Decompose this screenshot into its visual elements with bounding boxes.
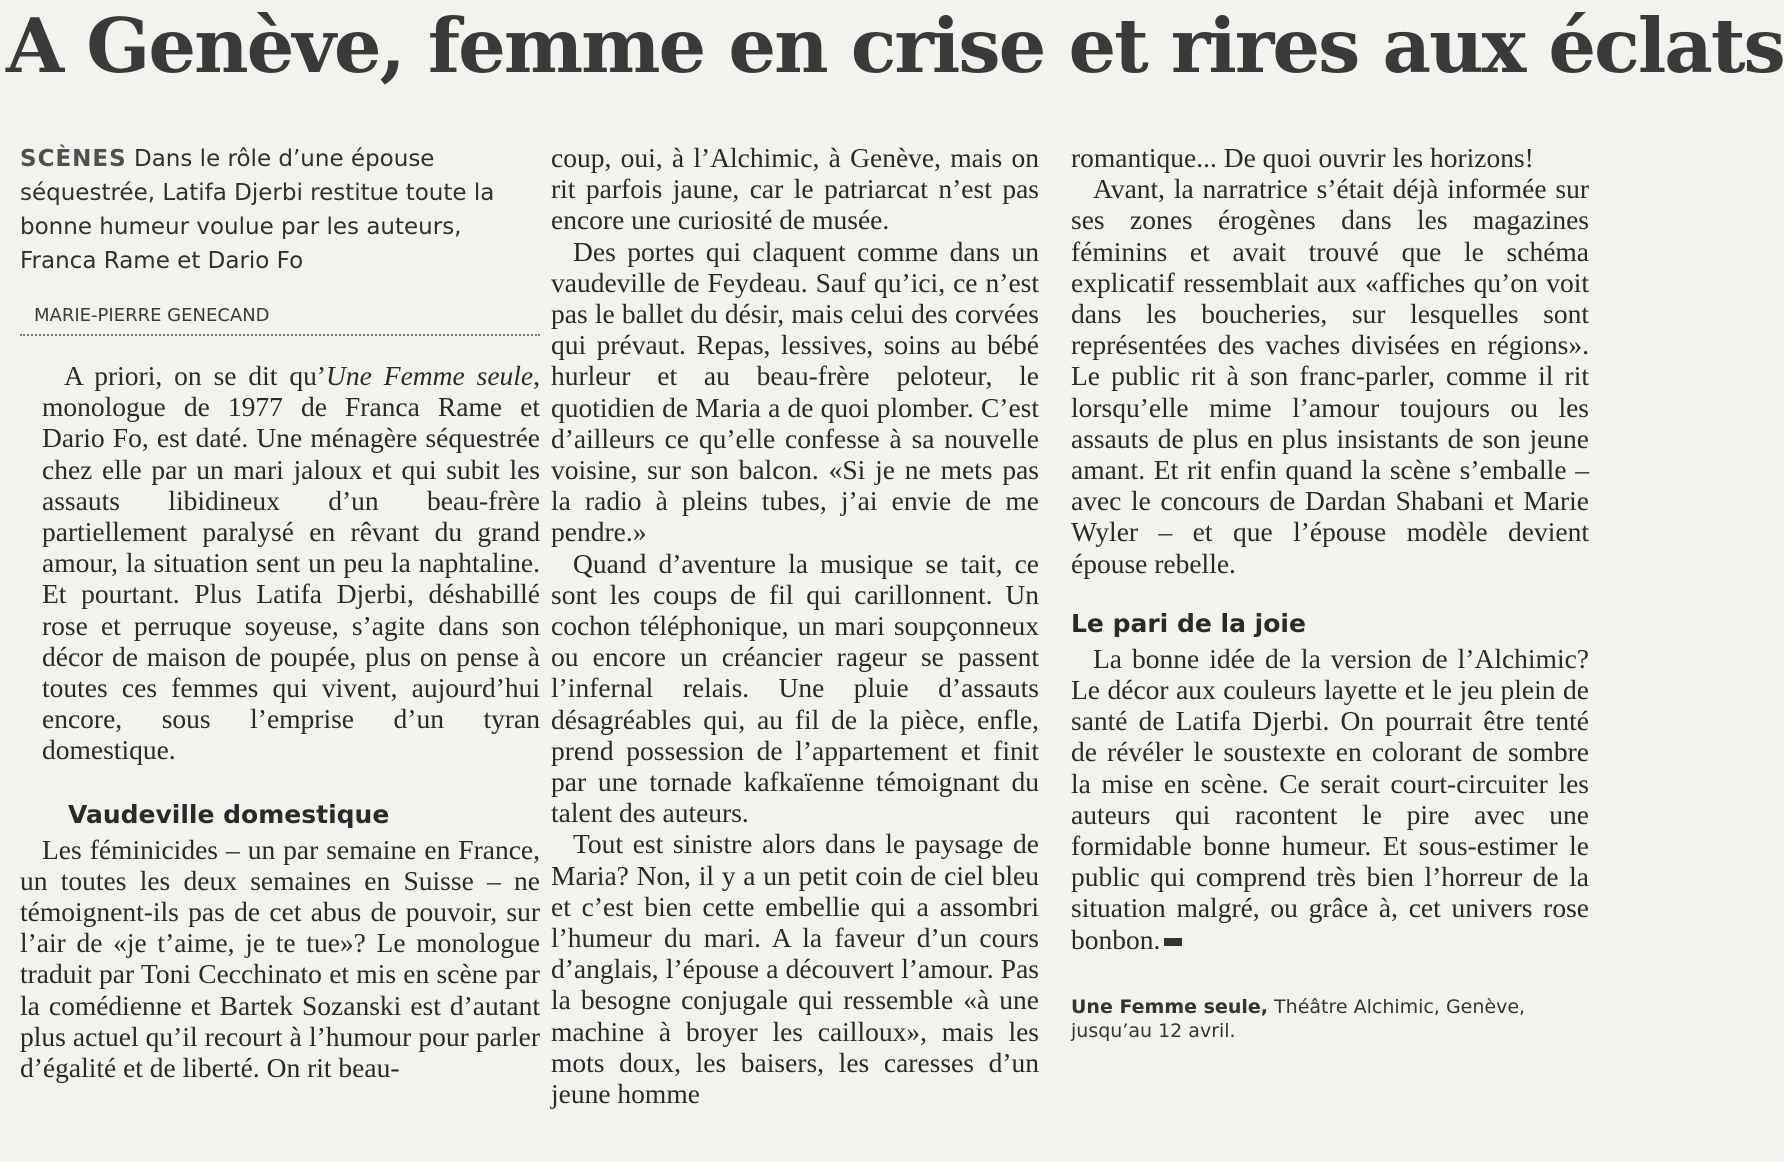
body-paragraph xyxy=(1071,643,1589,955)
body-paragraph: romantique... De quoi ouvrir les horizons! xyxy=(1071,142,1534,173)
column-2 xyxy=(551,142,1039,1109)
lead-paragraph xyxy=(20,142,540,278)
byline: MARIE-PIERRE GENECAND xyxy=(20,298,540,336)
body-text: , monologue de 1977 de Franca Rame et Dario Fo, est daté. Une ménagère séquestrée chez elle par un mari jaloux et qui subit les assauts libidineux d’un beau-frère partiellement paralysé en rêvant du grand amour, la situation sent un peu la naphtaline. Et pourtant. Plus Latifa Djerbi, déshabillé rose et perruque soyeuse, s’agite dans son décor de maison de poupée, plus on pense à toutes ces femmes qui vivent, aujourd’hui encore, sous l’emprise d’un tyran domestique. xyxy=(42,360,540,766)
subhead-pari: Le pari de la joie xyxy=(1071,608,1306,638)
subhead-vaudeville: Vaudeville domestique xyxy=(68,799,390,829)
show-info xyxy=(1071,995,1589,1043)
end-mark xyxy=(1164,938,1182,946)
section-kicker: SCÈNES xyxy=(20,146,127,172)
body-paragraph: coup, oui, à l’Alchimic, à Genève, mais on rit parfois jaune, car le patriarcat n’est pas encore une curiosité de musée. xyxy=(551,142,1039,236)
body-paragraph xyxy=(20,360,540,766)
body-text: La bonne idée de la version de l’Alchimic? Le décor aux couleurs layette et le jeu plein de santé de Latifa Djerbi. On pourrait être tenté de révéler le soustexte en colorant de sombre la mise en scène. Ce serait court-circuiter les auteurs qui racontent le pire avec une formidable bonne humeur. Et sous-estimer le public qui comprend très bien l’horreur de la situation malgré, ou grâce à, cet univers rose bonbon. xyxy=(1071,642,1589,955)
headline: A Genève, femme en crise et rires aux éclats xyxy=(6,2,1784,90)
work-title: Une Femme seule xyxy=(326,360,534,391)
body-paragraph: Les féminicides – un par semaine en France, un toutes les deux semaines en Suisse – ne témoignent-ils pas de cet abus de pouvoir, sur l’air de «je t’aime, je te tue»? Le monologue traduit par Toni Cecchinato et mis en scène par la comédienne et Bartek Sozanski est d’autant plus actuel qu’il recourt à l’humour pour parler d’égalité et de liberté. On rit beau- xyxy=(20,833,540,1084)
body-paragraph: Quand d’aventure la musique se tait, ce sont les coups de fil qui carillonnent. Un cochon téléphonique, un mari soupçonneux ou encore un créancier rageur se passent l’infernal relais. Une pluie d’assauts désagréables qui, au fil de la pièce, enfle, prend possession de l’appartement et finit par une tornade kafkaïenne témoignant du talent des auteurs. xyxy=(551,547,1039,829)
column-3 xyxy=(1071,142,1589,1043)
body-paragraph: Tout est sinistre alors dans le paysage de Maria? Non, il y a un petit coin de ciel bleu et c’est bien cette embellie qui a assombri l’humeur du mari. A la faveur d’un cours d’anglais, l’épouse a découvert l’amour. Pas la besogne conjugale qui ressemble «à une machine à broyer les cailloux», mais les mots doux, les baisers, les caresses d’un jeune homme xyxy=(551,828,1039,1110)
body-paragraph: Avant, la narratrice s’était déjà informée sur ses zones érogènes dans les magazines féminins et avait trouvé que le schéma explicatif ressemblait aux «affiches qu’on voit dans les boucheries, sur lesquelles sont représentées des vaches divisées en régions». Le public rit à son franc-parler, comme il rit lorsqu’elle mime l’amour toujours ou les assauts de plus en plus insistants de son jeune amant. Et rit enfin quand la scène s’emballe – avec le concours de Dardan Shabani et Marie Wyler – et que l’épouse modèle devient épouse rebelle. xyxy=(1071,173,1589,579)
show-title: Une Femme seule, xyxy=(1071,995,1268,1018)
body-paragraph: Des portes qui claquent comme dans un vaudeville de Feydeau. Sauf qu’ici, ce n’est pas le ballet du désir, mais celui des corvées qui prévaut. Repas, lessives, soins au bébé hurleur et au beau-frère peloteur, le quotidien de Maria a de quoi plomber. C’est d’ailleurs ce qu’elle confesse à sa nouvelle voisine, sur son balcon. «Si je ne mets pas la radio à pleins tubes, j’ai envie de me pendre.» xyxy=(551,235,1039,548)
lead-text: Dans le rôle d’une épouse séquestrée, Latifa Djerbi restitue toute la bonne humeur voulue par les auteurs, Franca Rame et Dario Fo xyxy=(20,146,495,274)
column-1 xyxy=(20,142,540,1083)
body-text: A priori, on se dit qu’ xyxy=(64,360,327,391)
show-details: Théâtre Alchimic, Genève, jusqu’au 12 avril. xyxy=(1071,995,1526,1042)
